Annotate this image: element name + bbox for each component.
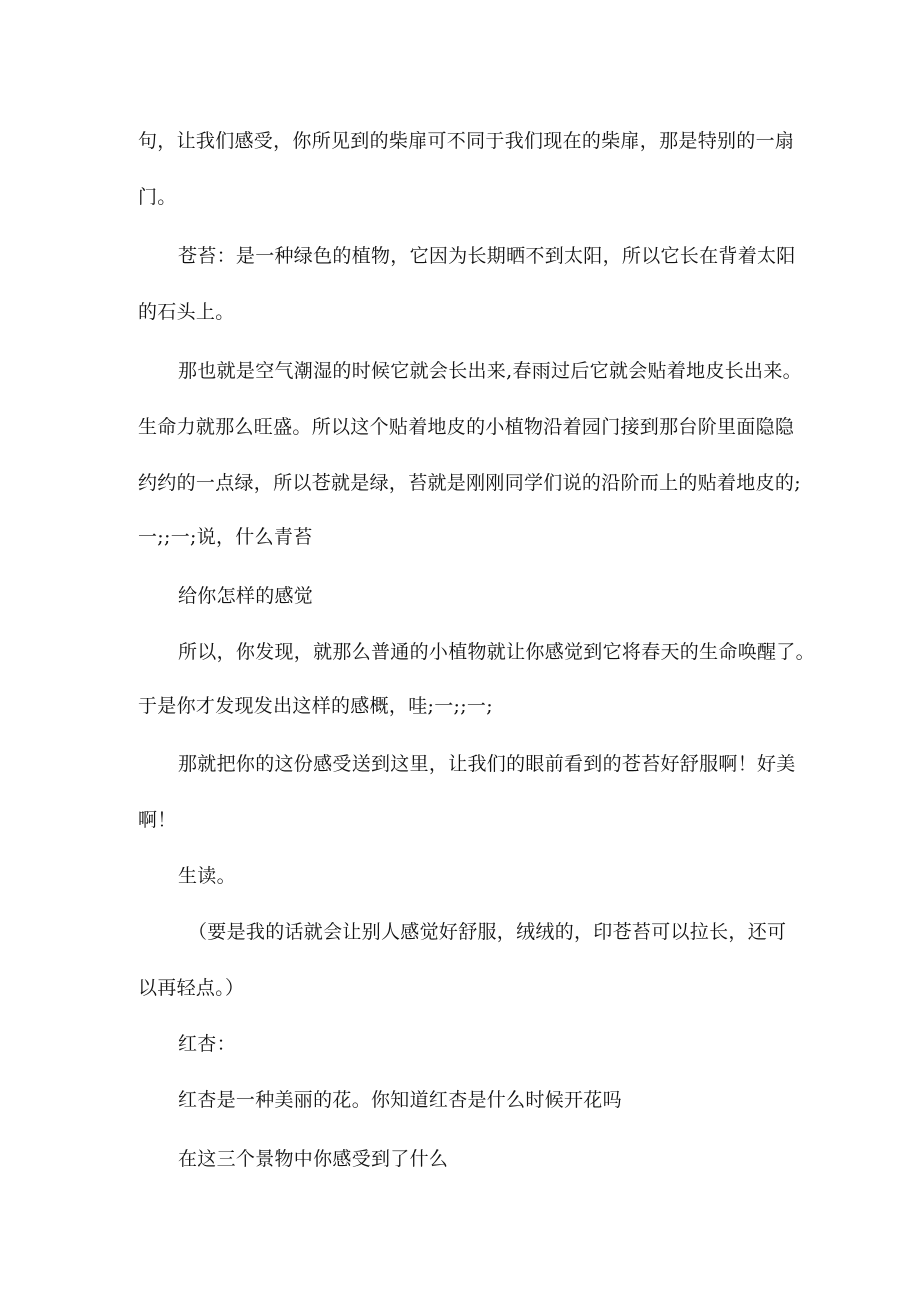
text-line: 红杏：	[178, 1033, 236, 1055]
text-line: 红杏是一种美丽的花。你知道红杏是什么时候开花吗	[178, 1089, 622, 1111]
text-line: 生读。	[178, 865, 236, 887]
text-line: 以再轻点。）	[138, 977, 245, 999]
text-line: 给你怎样的感觉	[178, 585, 314, 607]
text-line: 生命力就那么旺盛。所以这个贴着地皮的小植物沿着园门接到那台阶里面隐隐	[138, 416, 795, 438]
text-line: 于是你才发现发出这样的感概，哇;一;;一;	[138, 695, 493, 717]
text-line: 啊！	[138, 809, 177, 831]
text-line: 那也就是空气潮湿的时候它就会长出来,春雨过后它就会贴着地皮长出来。	[178, 360, 802, 382]
text-line: 一;;一;说，什么青苔	[138, 526, 313, 548]
text-line: 门。	[138, 186, 177, 208]
text-line: 苍苔：是一种绿色的植物，它因为长期晒不到太阳，所以它长在背着太阳	[178, 245, 796, 267]
text-line: 约约的一点绿，所以苍就是绿，苔就是刚刚同学们说的沿阶而上的贴着地皮的;	[138, 472, 801, 494]
text-line: 的石头上。	[138, 301, 235, 323]
text-line: （要是我的话就会让别人感觉好舒服，绒绒的，印苍苔可以拉长，还可	[188, 921, 787, 943]
text-line: 在这三个景物中你感受到了什么	[178, 1148, 449, 1170]
text-line: 句，让我们感受，你所见到的柴扉可不同于我们现在的柴扉，那是特别的一扇	[138, 130, 795, 152]
text-line: 所以，你发现，就那么普通的小植物就让你感觉到它将春天的生命唤醒了。	[178, 641, 815, 663]
text-line: 那就把你的这份感受送到这里，让我们的眼前看到的苍苔好舒服啊！好美	[178, 753, 796, 775]
